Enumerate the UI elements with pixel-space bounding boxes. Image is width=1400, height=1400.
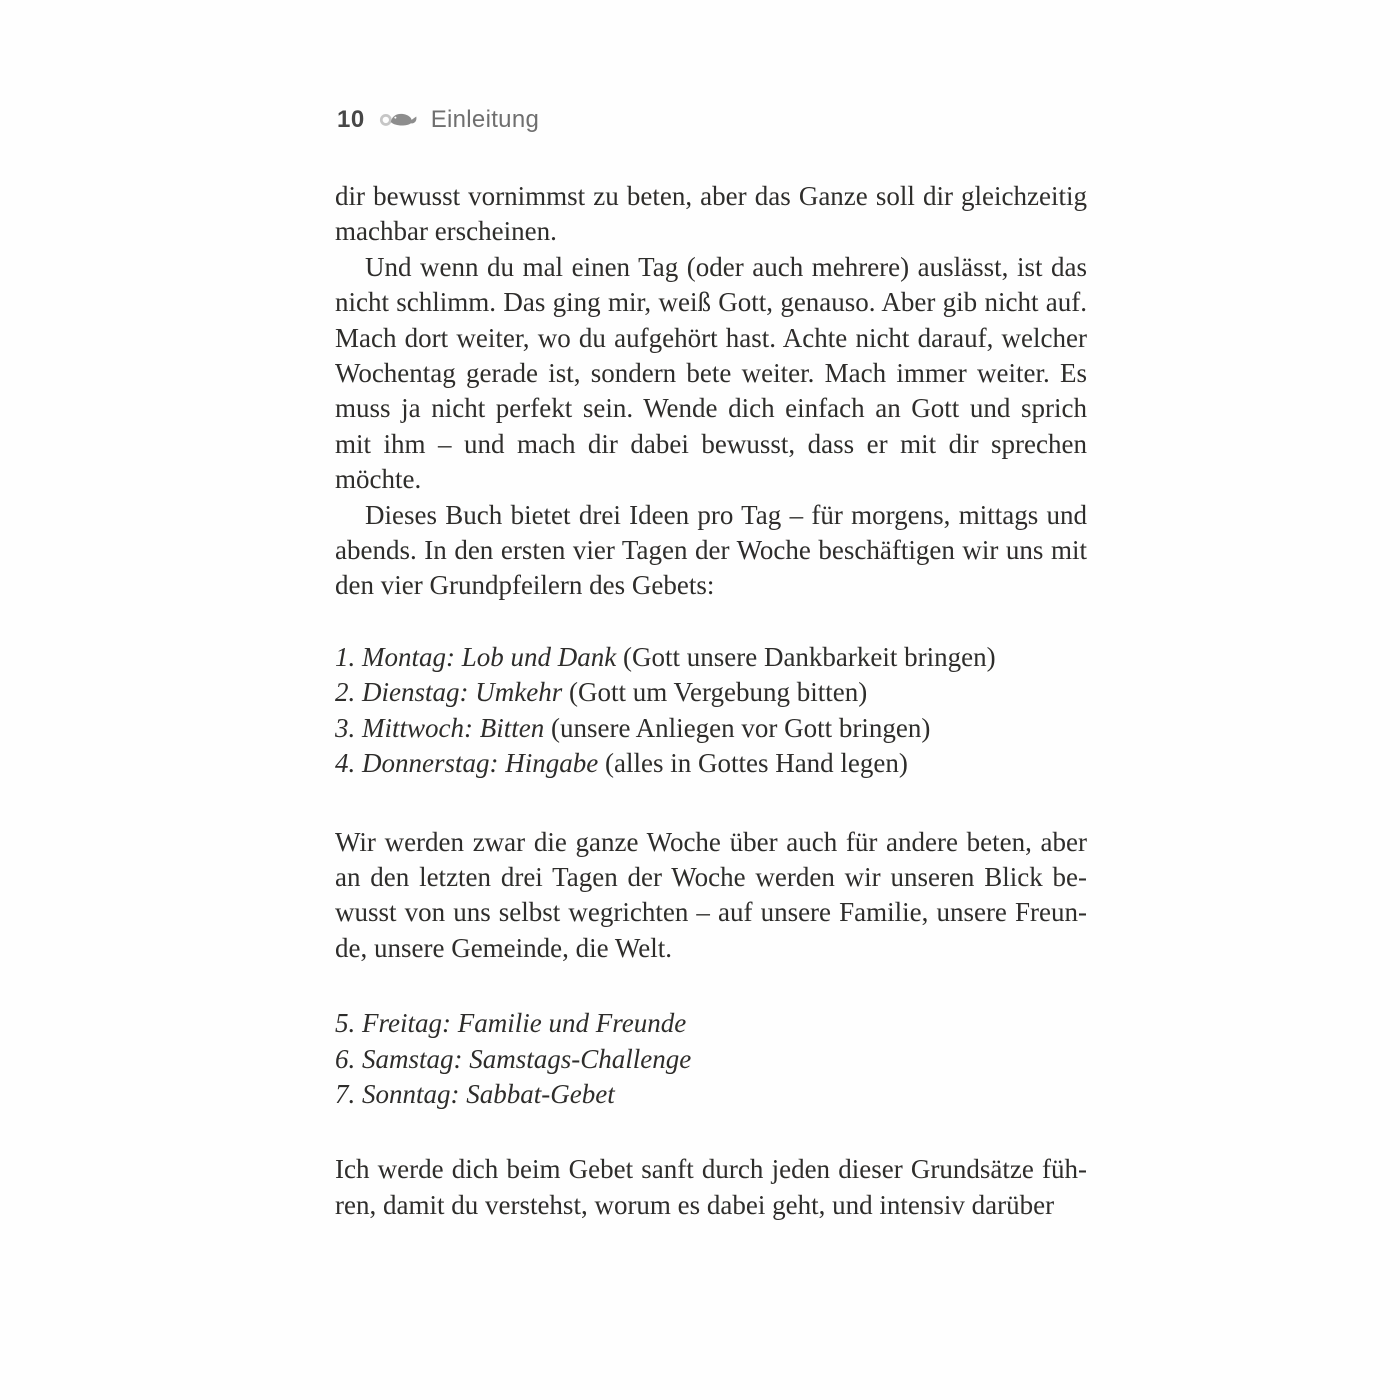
weekday-list-weekend — [335, 1006, 1087, 1112]
paragraph — [335, 179, 1087, 250]
list-item-day: 6. Samstag: Samstags-Challenge — [335, 1043, 692, 1074]
text-line: ren, damit du verstehst, worum es dabei geht, und intensiv darüber — [335, 1189, 1055, 1220]
list-item-day: 1. Montag: Lob und Dank — [335, 641, 617, 672]
paragraph — [335, 825, 1087, 967]
text-line: Wir werden zwar die ganze Woche über auch für andere beten, aber — [335, 826, 1087, 857]
list-item-desc: (Gott um Vergebung bitten) — [562, 677, 868, 708]
weekday-list-pillars — [335, 640, 1087, 782]
text-line: muss ja nicht perfekt sein. Wende dich einfach an Gott und sprich — [335, 393, 1087, 424]
list-item-desc: (unsere Anliegen vor Gott bringen) — [544, 712, 931, 743]
list-item-day: 2. Dienstag: Umkehr — [335, 677, 563, 708]
text-line: dir bewusst vornimmst zu beten, aber das Ganze soll dir gleichzeitig — [335, 181, 1087, 211]
paragraph — [335, 250, 1087, 498]
text-line: machbar erscheinen. — [335, 216, 557, 247]
text-line: Und wenn du mal einen Tag (oder auch mehrere) auslässt, ist das — [365, 251, 1087, 282]
text-line: Mach dort weiter, wo du aufgehört hast. Achte nicht darauf, welcher — [335, 322, 1087, 353]
list-item — [335, 675, 1087, 710]
page-number: 10 — [337, 106, 365, 133]
text-line: nicht schlimm. Das ging mir, weiß Gott, genauso. Aber gib nicht auf. — [335, 287, 1087, 318]
text-column — [335, 179, 1087, 1223]
text-line: de, unsere Gemeinde, die Welt. — [335, 932, 672, 963]
list-item — [335, 1077, 1087, 1112]
text-line: Wochentag gerade ist, sondern bete weiter. Mach immer weiter. Es — [335, 358, 1087, 389]
list-item-day: 3. Mittwoch: Bitten — [335, 712, 545, 743]
paragraph — [335, 1152, 1087, 1223]
paragraph — [335, 498, 1087, 604]
running-head — [337, 106, 539, 134]
chapter-title: Einleitung — [430, 106, 540, 133]
list-item — [335, 1042, 1087, 1077]
text-line: abends. In den ersten vier Tagen der Woche beschäftigen wir uns mit — [335, 535, 1087, 566]
list-item-day: 5. Freitag: Familie und Freunde — [335, 1008, 687, 1039]
list-item — [335, 746, 1087, 781]
list-item-desc: (alles in Gottes Hand legen) — [598, 748, 908, 779]
list-item-day: 4. Donnerstag: Hingabe — [335, 748, 599, 779]
text-line: mit ihm – und mach dir dabei bewusst, dass er mit dir sprechen — [335, 428, 1087, 459]
list-item — [335, 1006, 1087, 1041]
text-line: an den letzten drei Tagen der Woche werden wir unseren Blick be- — [335, 861, 1087, 892]
text-line: Ich werde dich beim Gebet sanft durch jeden dieser Grundsätze füh- — [335, 1154, 1087, 1185]
list-item — [335, 711, 1087, 746]
list-item — [335, 640, 1087, 675]
list-item-desc: (Gott unsere Dankbarkeit bringen) — [616, 641, 996, 672]
whale-ornament-icon — [379, 109, 419, 134]
text-line: wusst von uns selbst wegrichten – auf unsere Familie, unsere Freun- — [335, 897, 1087, 928]
text-line: möchte. — [335, 464, 422, 495]
list-item-day: 7. Sonntag: Sabbat-Gebet — [335, 1078, 615, 1109]
text-line: Dieses Buch bietet drei Ideen pro Tag – für morgens, mittags und — [365, 499, 1087, 530]
text-line: den vier Grundpfeilern des Gebets: — [335, 570, 715, 601]
